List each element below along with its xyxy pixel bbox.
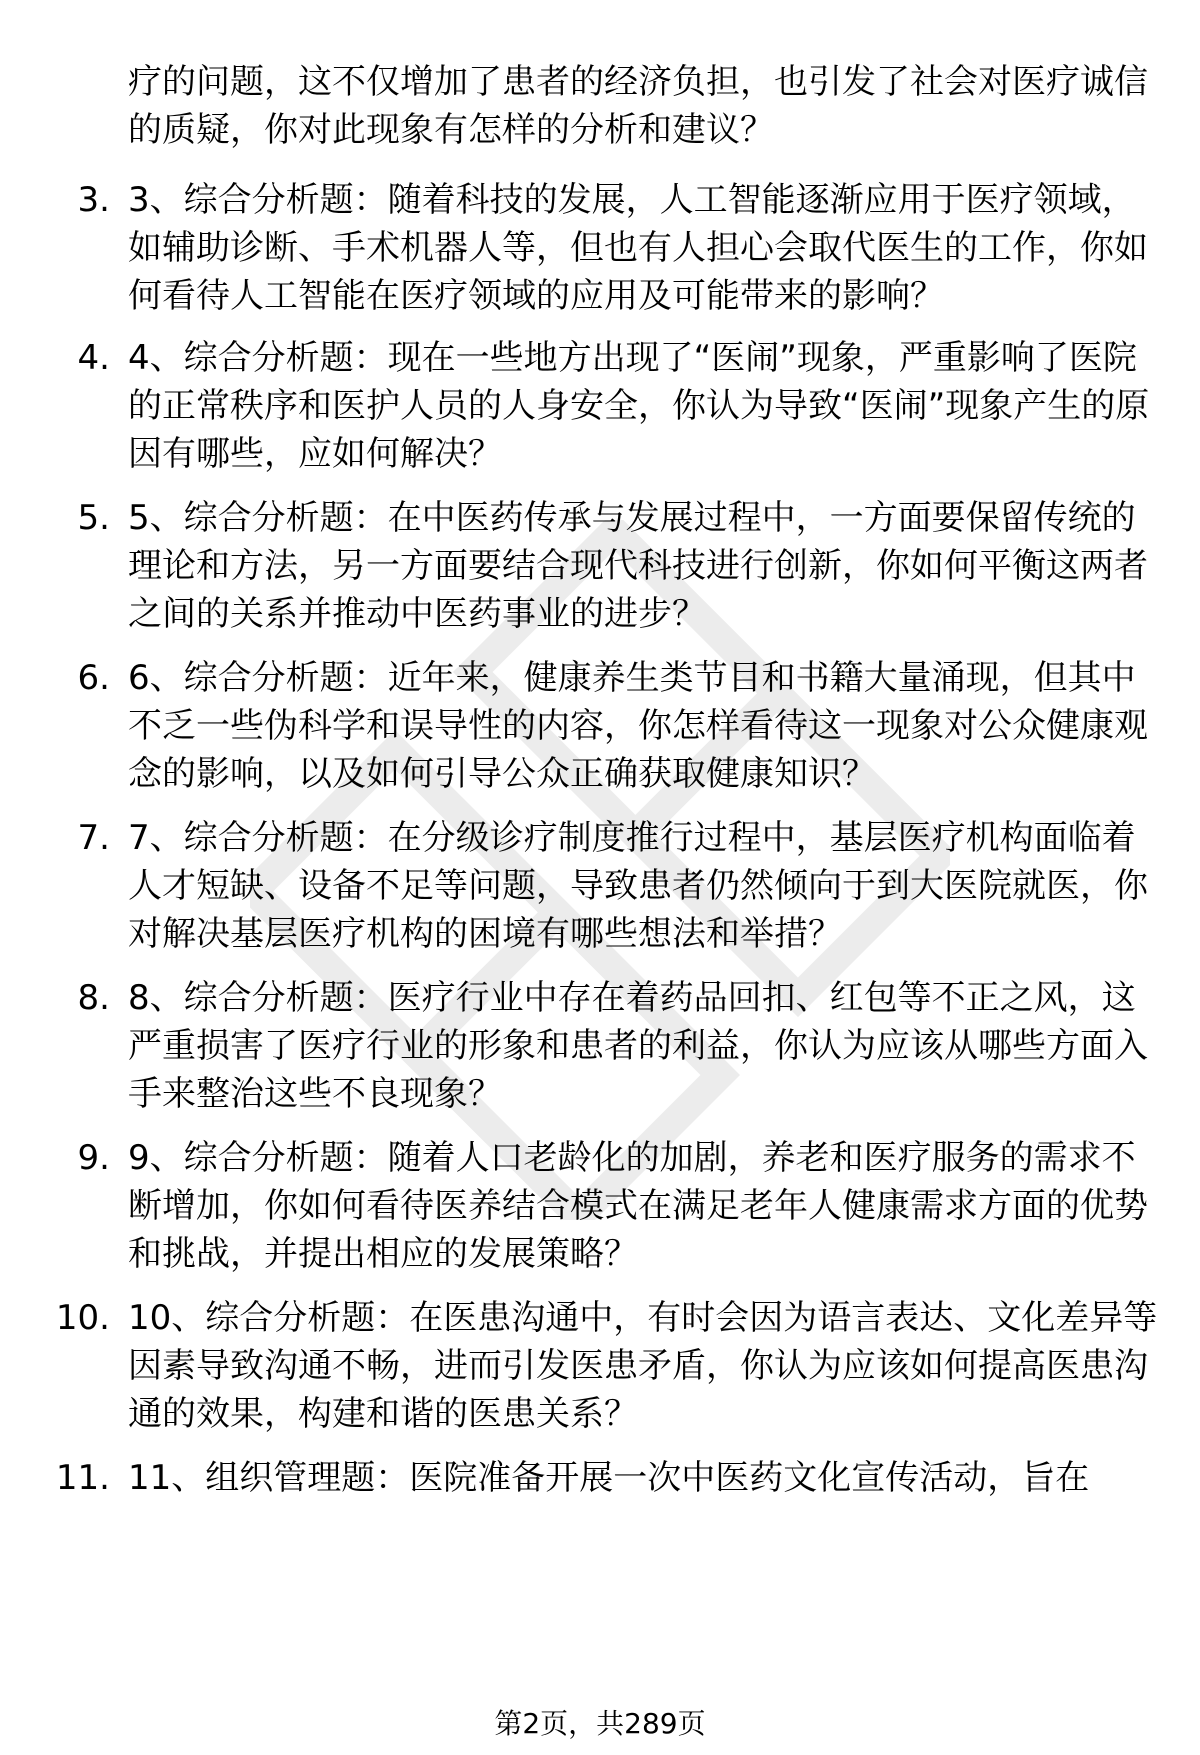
item-text: 5、综合分析题：在中医药传承与发展过程中，一方面要保留传统的理论和方法，另一方面要结合现代科技进行创新，你如何平衡这两者之间的关系并推动中医药事业的进步？ xyxy=(128,498,1148,634)
item-text: 4、综合分析题：现在一些地方出现了“医闹”现象，严重影响了医院的正常秩序和医护人员的人身安全，你认为导致“医闹”现象产生的原因有哪些，应如何解决？ xyxy=(128,338,1150,474)
item-number: 5. xyxy=(77,498,110,538)
item-text: 11、组织管理题：医院准备开展一次中医药文化宣传活动，旨在 xyxy=(128,1458,1090,1498)
item-text: 9、综合分析题：随着人口老龄化的加剧，养老和医疗服务的需求不断增加，你如何看待医养结合模式在满足老年人健康需求方面的优势和挑战，并提出相应的发展策略？ xyxy=(128,1138,1148,1274)
item-number: 8. xyxy=(77,978,110,1018)
page-footer: 第2页，共289页 xyxy=(494,1707,706,1740)
item-number: 10. xyxy=(55,1298,110,1338)
item-number: 6. xyxy=(77,658,110,698)
item-text: 10、综合分析题：在医患沟通中，有时会因为语言表达、文化差异等因素导致沟通不畅，进而引发医患矛盾，你认为应该如何提高医患沟通的效果，构建和谐的医患关系？ xyxy=(128,1298,1158,1434)
item-text: 3、综合分析题：随着科技的发展，人工智能逐渐应用于医疗领域，如辅助诊断、手术机器人等，但也有人担心会取代医生的工作，你如何看待人工智能在医疗领域的应用及可能带来的影响？ xyxy=(128,180,1148,316)
item-number: 3. xyxy=(77,180,110,220)
item-number: 4. xyxy=(77,338,110,378)
item-text: 7、综合分析题：在分级诊疗制度推行过程中，基层医疗机构面临着人才短缺、设备不足等问题，导致患者仍然倾向于到大医院就医，你对解决基层医疗机构的困境有哪些想法和举措？ xyxy=(128,818,1148,954)
item-text: 8、综合分析题：医疗行业中存在着药品回扣、红包等不正之风，这严重损害了医疗行业的形象和患者的利益，你认为应该从哪些方面入手来整治这些不良现象？ xyxy=(128,978,1148,1114)
continuation-paragraph: 疗的问题，这不仅增加了患者的经济负担，也引发了社会对医疗诚信的质疑，你对此现象有怎样的分析和建议？ xyxy=(128,62,1148,150)
item-text: 6、综合分析题：近年来，健康养生类节目和书籍大量涌现，但其中不乏一些伪科学和误导性的内容，你怎样看待这一现象对公众健康观念的影响，以及如何引导公众正确获取健康知识？ xyxy=(128,658,1148,794)
item-number: 9. xyxy=(77,1138,110,1178)
item-number: 11. xyxy=(55,1458,110,1498)
item-number: 7. xyxy=(77,818,110,858)
